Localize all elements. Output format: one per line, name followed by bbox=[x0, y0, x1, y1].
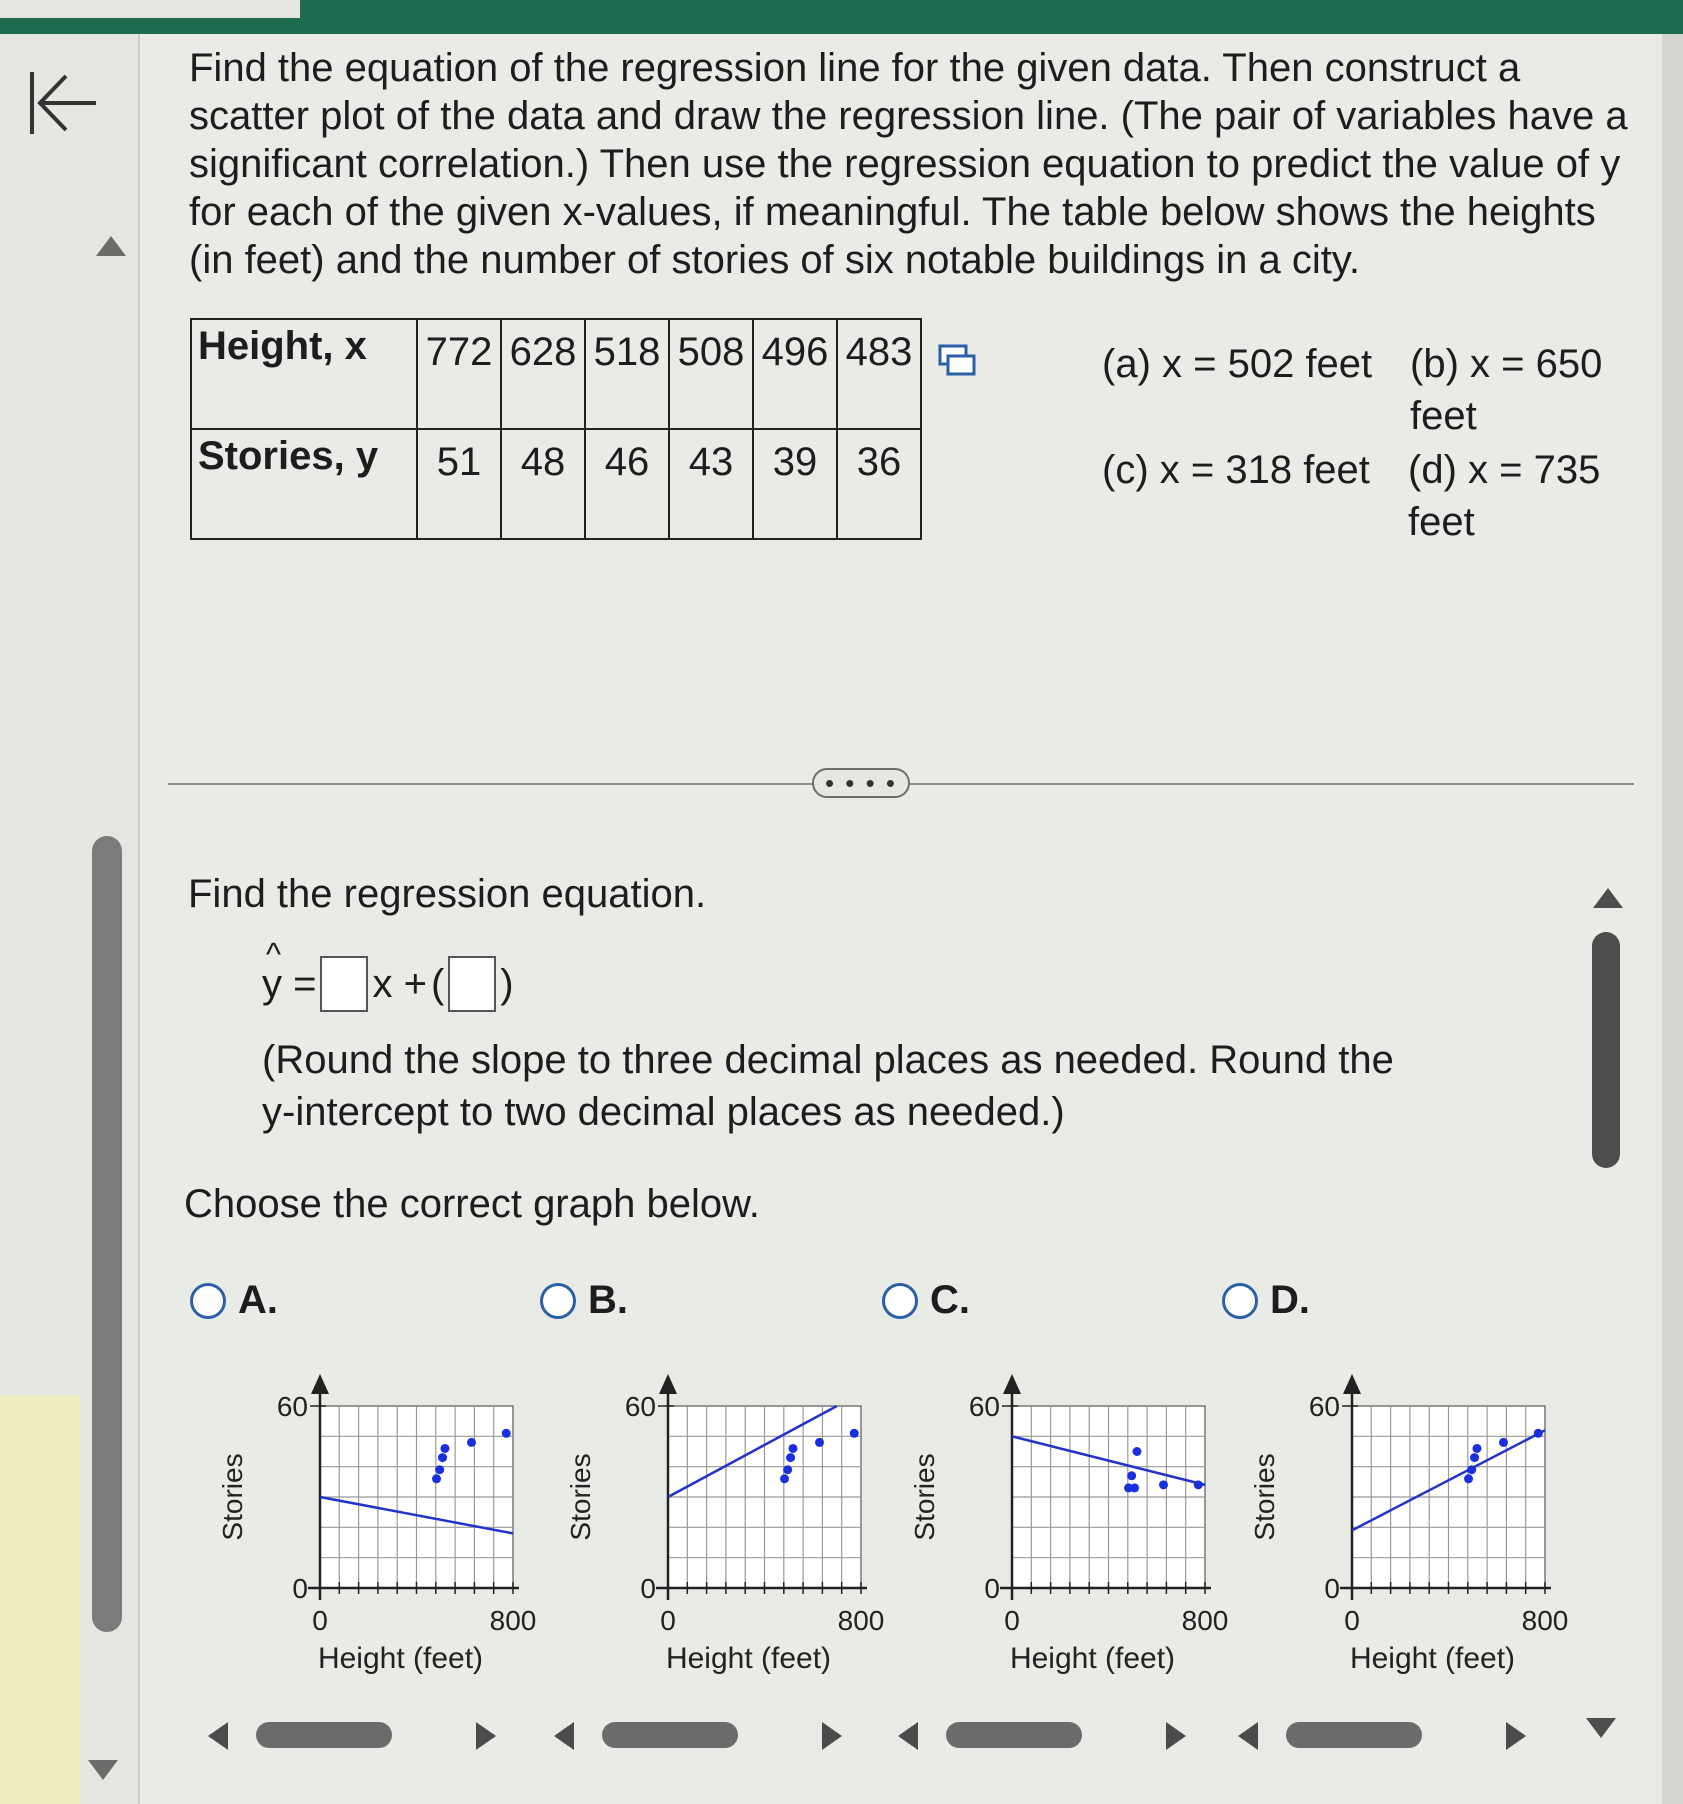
option-c-label: C. bbox=[930, 1278, 970, 1322]
paren-open: ( bbox=[430, 961, 445, 1006]
data-point bbox=[435, 1465, 444, 1474]
data-point bbox=[783, 1465, 792, 1474]
data-point bbox=[438, 1453, 447, 1462]
top-bar-cap bbox=[0, 0, 300, 18]
data-point bbox=[1194, 1480, 1203, 1489]
option-c[interactable] bbox=[882, 1278, 970, 1323]
x-tick-label: 0 bbox=[1004, 1605, 1020, 1636]
table-cell: 772 bbox=[417, 319, 501, 429]
table-row-heights bbox=[191, 319, 921, 429]
graph-c[interactable] bbox=[900, 1350, 1229, 1680]
table-row-stories bbox=[191, 429, 921, 539]
scroll-thumb[interactable] bbox=[1286, 1722, 1422, 1748]
intercept-input[interactable] bbox=[448, 956, 496, 1012]
data-point bbox=[786, 1453, 795, 1462]
data-point bbox=[440, 1444, 449, 1453]
x-value-a: (a) x = 502 feet bbox=[1102, 342, 1373, 386]
scroll-right-icon[interactable] bbox=[822, 1722, 842, 1750]
y-tick-label: 0 bbox=[292, 1573, 308, 1604]
table-cell: 43 bbox=[669, 429, 753, 539]
data-point bbox=[1534, 1429, 1543, 1438]
data-point bbox=[1124, 1483, 1133, 1492]
scroll-left-icon[interactable] bbox=[208, 1722, 228, 1750]
x-tick-label: 800 bbox=[1521, 1605, 1569, 1636]
paren-close: ) bbox=[500, 961, 514, 1006]
rounding-note: (Round the slope to three decimal places as needed. Round the y-intercept to two decimal places as needed.) bbox=[262, 1038, 1394, 1134]
x-tick-label: 800 bbox=[837, 1605, 885, 1636]
scroll-right-icon[interactable] bbox=[476, 1722, 496, 1750]
y-tick-label: 60 bbox=[624, 1391, 656, 1422]
data-point bbox=[1132, 1447, 1141, 1456]
slope-input[interactable] bbox=[320, 956, 368, 1012]
y-axis-label: Stories bbox=[565, 1453, 596, 1541]
option-c-radio[interactable] bbox=[882, 1283, 918, 1319]
x-value-d: (d) x = 735 feet bbox=[1408, 448, 1601, 544]
data-point bbox=[780, 1474, 789, 1483]
y-axis-arrow-icon bbox=[659, 1374, 677, 1394]
scroll-up-icon[interactable] bbox=[1593, 888, 1623, 908]
option-b-radio[interactable] bbox=[540, 1283, 576, 1319]
option-d-radio[interactable] bbox=[1222, 1283, 1258, 1319]
table-cell: 51 bbox=[417, 429, 501, 539]
y-tick-label: 0 bbox=[640, 1573, 656, 1604]
option-b-label: B. bbox=[588, 1278, 628, 1322]
y-tick-label: 60 bbox=[276, 1391, 308, 1422]
x-axis-label: Height (feet) bbox=[665, 1642, 832, 1675]
y-axis-label: Stories bbox=[1249, 1453, 1280, 1541]
scroll-left-icon[interactable] bbox=[1238, 1722, 1258, 1750]
data-point bbox=[815, 1438, 824, 1447]
x-axis-label: Height (feet) bbox=[1349, 1642, 1516, 1675]
problem-statement: Find the equation of the regression line for the given data. Then construct a scatter plot of the data and draw the regression line. (The pair of variables have a significant correlation.) Then use the regression equation to predict the value of y for each of the given x-values, if meaningful. The table below shows the heights (in feet) and the number of stories of six notable buildings in a city. bbox=[189, 46, 1628, 282]
data-point bbox=[1470, 1453, 1479, 1462]
x-tick-label: 0 bbox=[660, 1605, 676, 1636]
graph-a-scroller bbox=[208, 1720, 538, 1750]
data-point bbox=[1499, 1438, 1508, 1447]
y-axis-arrow-icon bbox=[1003, 1374, 1021, 1394]
table-cell: 518 bbox=[585, 319, 669, 429]
option-a[interactable] bbox=[190, 1278, 278, 1323]
option-b[interactable] bbox=[540, 1278, 628, 1323]
table-cell: 39 bbox=[753, 429, 837, 539]
x-tick-label: 800 bbox=[489, 1605, 537, 1636]
data-point bbox=[1127, 1471, 1136, 1480]
option-a-radio[interactable] bbox=[190, 1283, 226, 1319]
right-rail bbox=[1662, 34, 1683, 1804]
x-value-b: (b) x = 650 feet bbox=[1410, 342, 1603, 438]
y-tick-label: 0 bbox=[1324, 1573, 1340, 1604]
graph-d[interactable] bbox=[1240, 1350, 1569, 1680]
rail-scroll-down-icon[interactable] bbox=[88, 1760, 118, 1780]
option-d[interactable] bbox=[1222, 1278, 1310, 1323]
y-tick-label: 60 bbox=[968, 1391, 1000, 1422]
y-axis-label: Stories bbox=[909, 1453, 940, 1541]
table-cell: 483 bbox=[837, 319, 921, 429]
graph-prompt: Choose the correct graph below. bbox=[184, 1182, 760, 1226]
x-tick-label: 800 bbox=[1181, 1605, 1229, 1636]
data-point bbox=[432, 1474, 441, 1483]
option-d-label: D. bbox=[1270, 1278, 1310, 1322]
rail-scroll-up-icon[interactable] bbox=[96, 236, 126, 256]
regression-prompt: Find the regression equation. bbox=[188, 872, 707, 916]
x-tick-label: 0 bbox=[312, 1605, 328, 1636]
x-axis-label: Height (feet) bbox=[317, 1642, 484, 1675]
option-a-label: A. bbox=[238, 1278, 278, 1322]
y-axis-arrow-icon bbox=[1343, 1374, 1361, 1394]
x-axis-label: Height (feet) bbox=[1009, 1642, 1176, 1675]
table-cell: 46 bbox=[585, 429, 669, 539]
table-row-label: Stories, y bbox=[191, 429, 417, 539]
table-cell: 48 bbox=[501, 429, 585, 539]
more-button[interactable]: • • • • bbox=[812, 768, 910, 798]
y-axis-arrow-icon bbox=[311, 1374, 329, 1394]
x-tick-label: 0 bbox=[1344, 1605, 1360, 1636]
data-point bbox=[1159, 1480, 1168, 1489]
y-tick-label: 60 bbox=[1308, 1391, 1340, 1422]
scroll-right-icon[interactable] bbox=[1506, 1722, 1526, 1750]
data-point bbox=[1467, 1465, 1476, 1474]
data-point bbox=[467, 1438, 476, 1447]
graph-a[interactable] bbox=[208, 1350, 537, 1680]
data-point bbox=[850, 1429, 859, 1438]
graph-b[interactable] bbox=[556, 1350, 885, 1680]
back-to-start-icon[interactable] bbox=[26, 66, 100, 140]
table-cell: 496 bbox=[753, 319, 837, 429]
data-point bbox=[1472, 1444, 1481, 1453]
table-cell: 508 bbox=[669, 319, 753, 429]
x-value-c: (c) x = 318 feet bbox=[1102, 448, 1370, 492]
graph-c-scroller bbox=[898, 1720, 1228, 1750]
graph-b-scroller bbox=[554, 1720, 884, 1750]
scroll-thumb[interactable] bbox=[256, 1722, 392, 1748]
data-point bbox=[788, 1444, 797, 1453]
data-table bbox=[190, 318, 922, 540]
x-plus-label: x + bbox=[372, 961, 427, 1006]
rail-highlight bbox=[0, 1395, 80, 1804]
y-tick-label: 0 bbox=[984, 1573, 1000, 1604]
table-cell: 36 bbox=[837, 429, 921, 539]
y-axis-label: Stories bbox=[217, 1453, 248, 1541]
scroll-down-icon[interactable] bbox=[1586, 1718, 1616, 1738]
regression-equation bbox=[262, 956, 514, 1012]
table-row-label: Height, x bbox=[191, 319, 417, 429]
data-point bbox=[502, 1429, 511, 1438]
y-hat-label: ^ y = bbox=[262, 962, 316, 1007]
scroll-left-icon[interactable] bbox=[898, 1722, 918, 1750]
scroll-thumb[interactable] bbox=[946, 1722, 1082, 1748]
graph-d-scroller bbox=[1238, 1720, 1568, 1750]
scroll-thumb[interactable] bbox=[602, 1722, 738, 1748]
data-point bbox=[1464, 1474, 1473, 1483]
rail-scrollbar[interactable] bbox=[92, 836, 122, 1632]
table-cell: 628 bbox=[501, 319, 585, 429]
main-scrollbar-thumb[interactable] bbox=[1592, 932, 1620, 1168]
scroll-left-icon[interactable] bbox=[554, 1722, 574, 1750]
copy-data-icon[interactable] bbox=[938, 344, 976, 378]
scroll-right-icon[interactable] bbox=[1166, 1722, 1186, 1750]
